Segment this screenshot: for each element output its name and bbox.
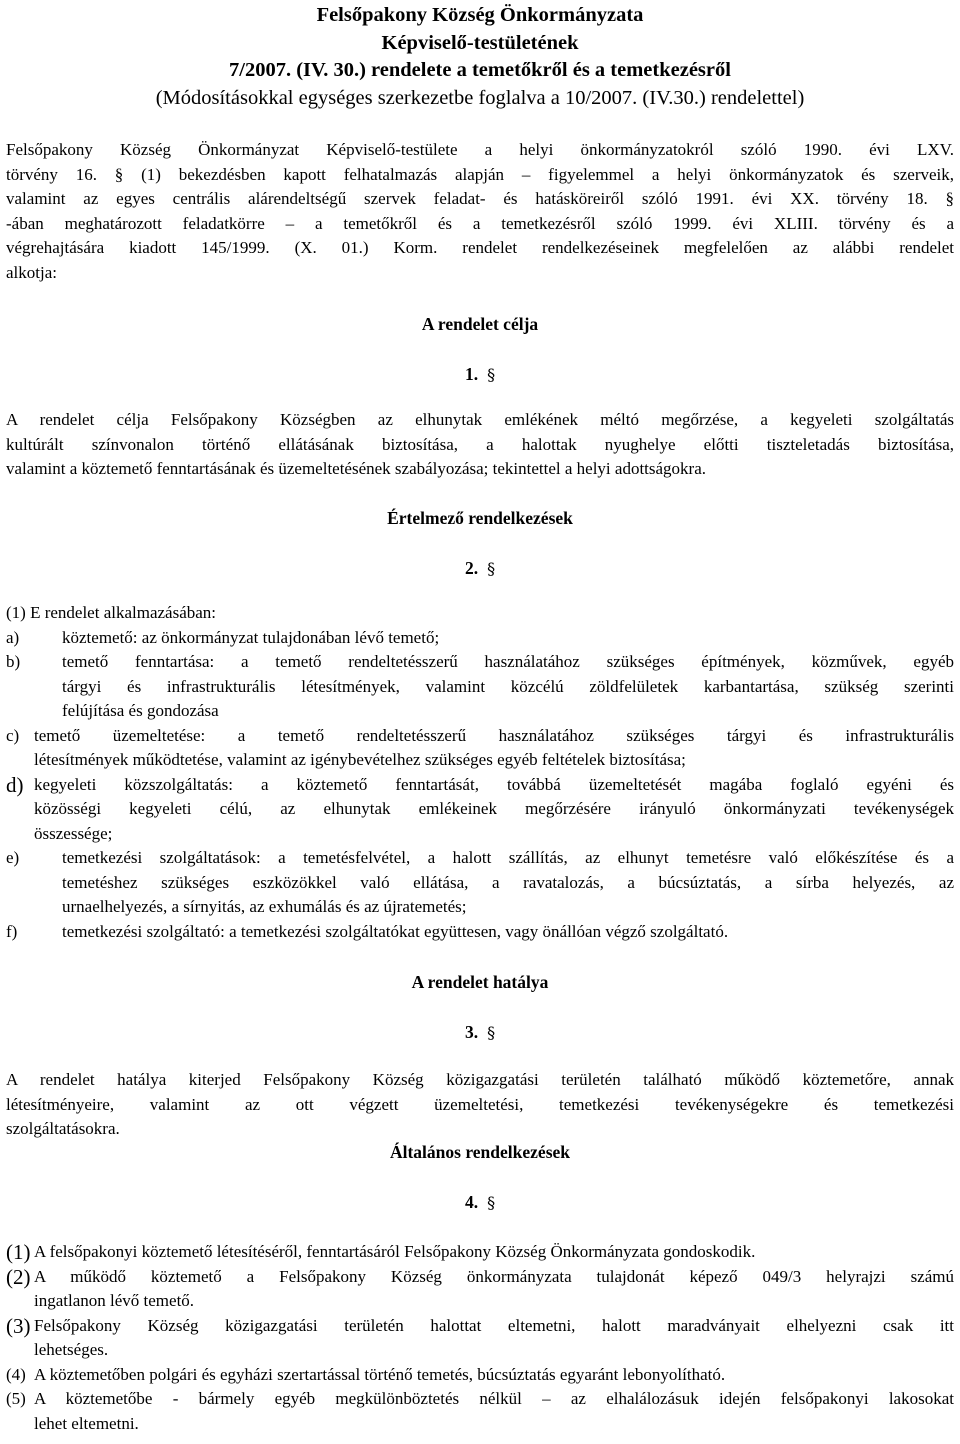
provision-text [34, 1363, 954, 1388]
item-line: temető üzemeltetése: a temető rendeltetésszerű használatához szükséges tárgyi és infrastrukturális [34, 725, 954, 745]
item-label: b) [6, 652, 21, 671]
definition-item-f [6, 920, 954, 945]
provision-line: Felsőpakony Község közigazgatási területén halottat eltemetni, halott maradványait elhelyezni csak itt [34, 1315, 954, 1335]
provision-label: (1) [6, 1240, 31, 1264]
item-line: felújítása és gondozása [62, 701, 219, 720]
preamble-line: -ában meghatározott feladatkörre – a temetőkről és a temetkezésről szóló 1999. évi XLIII. törvény és a [6, 213, 954, 233]
preamble-line: valamint az egyes centrális alárendeltségű szervek feladat- és hatásköreiről szóló 1991. évi XX. törvény 18. § [6, 189, 954, 208]
section-number: 1. [464, 364, 479, 384]
section-4-number [6, 1190, 954, 1216]
header-decree-title: 7/2007. (IV. 30.) rendelete a temetőkről és a temetkezésről [229, 59, 731, 81]
paragraph-sign: § [487, 559, 496, 578]
item-line: kegyeleti közszolgáltatás: a köztemető fenntartását, továbbá üzemeltetését magába foglaló egyéni és [34, 774, 954, 794]
body-line: valamint a köztemető fenntartásának és üzemeltetésének szabályozása; tekintettel a helyi adottságokra. [6, 459, 707, 478]
preamble [6, 138, 954, 285]
definition-item-c [6, 724, 954, 773]
section-2-number [6, 556, 954, 582]
section-3-body [6, 1068, 954, 1142]
section-3-number [6, 1020, 954, 1046]
provision-line: A köztemetőbe - bármely egyéb megkülönböztetés nélkül – az elhalálozásuk idején felsőpakonyi lakosokat [34, 1389, 954, 1408]
item-line: közösségi kegyeleti célú, az elhunytak emlékeinek megőrzésére irányuló önkormányzati tevékenységek [34, 799, 954, 818]
provision-text [34, 1314, 954, 1363]
provision-label: (3) [6, 1313, 31, 1338]
item-line: temetkezési szolgáltatások: a temetésfelvétel, a halott szállítás, az elhunyt temetésre való előkészítése és a [62, 848, 954, 867]
item-label: d) [6, 772, 24, 797]
item-line: temetéshez szükséges eszközökkel való ellátása, a ravatalozás, a búcsúztatás, a sírba helyezés, az [62, 872, 954, 892]
provision-1 [6, 1240, 954, 1265]
provision-line: lehet eltemetni. [34, 1413, 139, 1433]
item-label: e) [6, 848, 20, 867]
body-line: A rendelet célja Felsőpakony Községben az elhunytak emlékének méltó megőrzése, a kegyeleti szolgáltatás [6, 410, 954, 429]
body-line: szolgáltatásokra. [6, 1119, 120, 1138]
document-header [0, 0, 960, 112]
preamble-line: alkotja: [6, 262, 57, 282]
item-text [62, 846, 954, 920]
provision-label: (5) [6, 1389, 26, 1408]
section-1-body [6, 408, 954, 482]
item-line: temető fenntartása: a temető rendeltetésszerű használatához szükséges építmények, közművek, egyéb [62, 652, 954, 671]
item-line: összessége; [34, 823, 113, 843]
definition-item-d [6, 773, 954, 847]
provision-line: A működő köztemető a Felsőpakony Község önkormányzata tulajdonát képező 049/3 helyrajzi számú [34, 1266, 954, 1286]
section-number: 2. [464, 558, 479, 578]
header-body: Képviselő-testületének [381, 31, 579, 54]
provision-2 [6, 1265, 954, 1314]
definition-item-b [6, 650, 954, 724]
section-number: 3. [464, 1022, 479, 1042]
body-line: létesítményeire, valamint az ott végzett üzemeltetési, temetkezési tevékenységekre és temetkezési [6, 1094, 954, 1114]
item-line: köztemető: az önkormányzat tulajdonában lévő temető; [62, 627, 440, 647]
provision-label: (2) [6, 1264, 31, 1289]
section-3-title: A rendelet hatálya [411, 972, 549, 992]
provision-line: ingatlanon lévő temető. [34, 1291, 195, 1310]
item-label: a) [6, 627, 20, 647]
provision-line: A felsőpakonyi köztemető létesítéséről, fenntartásáról Felsőpakony Község Önkormányzata gondoskodik. [34, 1242, 756, 1261]
definition-item-e [6, 846, 954, 920]
provision-5 [6, 1387, 954, 1436]
item-line: temetkezési szolgáltató: a temetkezési szolgáltatókat együttesen, vagy önállóan végző szolgáltató. [62, 921, 729, 941]
provision-text [34, 1387, 954, 1436]
section-4-title: Általános rendelkezések [389, 1142, 571, 1162]
item-line: létesítmények működtetése, valamint az igénybevételhez szükséges egyéb feltételek biztosítása; [34, 750, 686, 769]
section-1-number [6, 362, 954, 388]
preamble-line: Felsőpakony Község Önkormányzat Képviselő-testülete a helyi önkormányzatokról szóló 1990. évi LXV. [6, 140, 954, 159]
body-line: kultúrált színvonalon történő ellátásának biztosítása, a halottak nyughelye előtti tiszteletadás biztosítása, [6, 434, 954, 454]
section-2-body [6, 601, 954, 944]
section-4-body [6, 1240, 954, 1436]
item-label: f) [6, 921, 18, 941]
provision-text [34, 1240, 954, 1265]
body-line: A rendelet hatálya kiterjed Felsőpakony Község közigazgatási területén található működő köztemetőre, annak [6, 1070, 954, 1089]
preamble-line: végrehajtására kiadott 145/1999. (X. 01.) Korm. rendelet rendelkezéseinek megfelelően az alábbi rendelet [6, 238, 954, 257]
item-text [34, 773, 954, 847]
paragraph-sign: § [487, 365, 496, 384]
item-line: tárgyi és infrastrukturális létesítmények, valamint közcélú zöldfelületek karbantartása, szükség szerinti [62, 676, 954, 696]
section-2-title: Értelmező rendelkezések [387, 508, 573, 528]
definitions-intro: (1) E rendelet alkalmazásában: [6, 603, 217, 622]
item-line: urnaelhelyezés, a sírnyitás, az exhumálás és az újratemetés; [62, 897, 467, 916]
item-text [62, 626, 954, 651]
provision-text [34, 1265, 954, 1314]
item-label: c) [6, 725, 20, 745]
provision-3 [6, 1314, 954, 1363]
provision-4 [6, 1363, 954, 1388]
provision-line: lehetséges. [34, 1340, 109, 1359]
paragraph-sign: § [487, 1193, 496, 1212]
header-municipality: Felsőpakony Község Önkormányzata [316, 4, 644, 26]
section-1-title: A rendelet célja [421, 314, 539, 334]
paragraph-sign: § [487, 1023, 496, 1042]
section-number: 4. [464, 1192, 479, 1212]
provision-label: (4) [6, 1364, 26, 1384]
preamble-line: törvény 16. § (1) bekezdésben kapott felhatalmazás alapján – figyelemmel a helyi önkormányzatok és szerveik, [6, 164, 954, 184]
item-text [62, 650, 954, 724]
provision-line: A köztemetőben polgári és egyházi szertartással történő temetés, búcsúztatás egyaránt lebonyolítható. [34, 1364, 726, 1384]
item-text [62, 920, 954, 945]
item-text [34, 724, 954, 773]
definition-item-a [6, 626, 954, 651]
header-consolidation-note: (Módosításokkal egységes szerkezetbe foglalva a 10/2007. (IV.30.) rendelettel) [155, 86, 805, 109]
